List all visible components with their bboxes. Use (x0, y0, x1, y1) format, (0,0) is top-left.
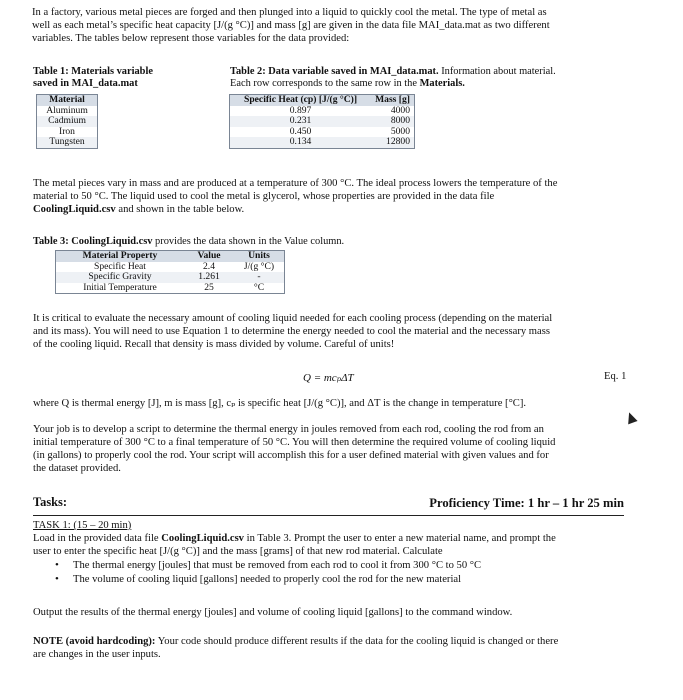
table1-cell: Aluminum (37, 106, 98, 117)
data-table (229, 94, 415, 149)
table2-caption2-bold: Materials. (419, 78, 465, 89)
table3-cell: 1.261 (184, 272, 234, 283)
table1-cell: Tungsten (37, 137, 98, 148)
table2-cell: 5000 (371, 127, 414, 138)
intro-line-2: well as each metal’s specific heat capacity [J/(g °C)] and mass [g] are given in the data file MAI_data.mat as two different (32, 20, 550, 31)
para4-line-1: Your job is to develop a script to determine the thermal energy in joules removed from each rod, cooling the rod from an (33, 424, 544, 435)
mouse-cursor-icon (624, 411, 637, 425)
table2-caption2-plain: Each row corresponds to the same row in the (230, 78, 420, 89)
table3-header: Material Property (56, 251, 185, 262)
table1-header: Material (37, 95, 98, 106)
output-line: Output the results of the thermal energy [joules] and volume of cooling liquid [gallons] to the command window. (33, 607, 513, 618)
table3-cell: 2.4 (184, 262, 234, 273)
task1-line1-plain: Load in the provided data file (33, 533, 162, 544)
intro-line-1: In a factory, various metal pieces are forged and then plunged into a liquid to quickly cool the metal. The type of metal as (32, 7, 547, 18)
table3-header: Units (234, 251, 285, 262)
table2-caption-2 (230, 78, 465, 91)
table2-cell: 0.134 (230, 137, 372, 148)
table3-cell: - (234, 272, 285, 283)
note-text: Your code should produce different results if the data for the cooling liquid is changed or there (155, 636, 559, 647)
para2-line3-rest: and shown in the table below. (115, 204, 245, 215)
table2-cell: 0.450 (230, 127, 372, 138)
table2-cell: 0.231 (230, 116, 372, 127)
table3-cell: 25 (184, 283, 234, 294)
table3-header: Value (184, 251, 234, 262)
table2-caption-rest: Information about material. (438, 66, 556, 77)
where-line: where Q is thermal energy [J], m is mass [g], cₚ is specific heat [J/(g °C)], and ΔT is the change in temperature [°C]. (33, 398, 527, 409)
equation-label: Eq. 1 (604, 371, 627, 382)
task1-filename: CoolingLiquid.csv (161, 533, 244, 544)
para3-line-1: It is critical to evaluate the necessary amount of cooling liquid needed for each cooling process (depending on the material (33, 313, 553, 324)
para3-line-2: and its mass). You will need to use Equation 1 to determine the energy needed to cool the material and the necessary mass (33, 326, 550, 337)
materials-table (36, 94, 98, 149)
task1-bullet-1: The thermal energy [joules] that must be removed from each rod to cool it from 300 °C to 50 °C (73, 560, 482, 571)
table3-cell: Specific Gravity (56, 272, 185, 283)
tasks-divider (33, 515, 624, 516)
table3-caption (33, 236, 344, 249)
task1-line1-rest: in Table 3. Prompt the user to enter a new material name, and prompt the (243, 533, 556, 544)
table3-caption-bold: Table 3: CoolingLiquid.csv (33, 236, 153, 247)
cooling-liquid-table (55, 250, 285, 294)
proficiency-time: Proficiency Time: 1 hr – 1 hr 25 min (429, 496, 624, 510)
equation-formula: Q = mcₚΔT (303, 372, 354, 384)
table2-cell: 0.897 (230, 106, 372, 117)
bullet-icon: • (55, 573, 59, 585)
para4-line-3: (in gallons) to properly cool the rod. Your script will accomplish this for a user defined material with given values and for (33, 450, 549, 461)
note-line-2: are changes in the user inputs. (33, 649, 161, 660)
table2-cell: 12800 (371, 137, 414, 148)
para2-line-1: The metal pieces vary in mass and are produced at a temperature of 300 °C. The ideal process lowers the temperature of the (33, 178, 558, 189)
para2-line-2: material to 50 °C. The liquid used to cool the metal is glycerol, whose properties are provided in the data file (33, 191, 495, 202)
table1-cell: Cadmium (37, 116, 98, 127)
para4-line-4: the dataset provided. (33, 463, 121, 474)
table2-caption-1 (230, 66, 556, 79)
table1-cell: Iron (37, 127, 98, 138)
task1-line-1 (33, 533, 556, 546)
task1-bullet-2: The volume of cooling liquid [gallons] needed to properly cool the rod for the new material (73, 574, 462, 585)
table3-cell: Specific Heat (56, 262, 185, 273)
table2-header: Specific Heat (cp) [J/(g °C)] (230, 95, 372, 106)
table1-caption-2: saved in MAI_data.mat (33, 78, 138, 89)
table2-header: Mass [g] (371, 95, 414, 106)
table3-cell: Initial Temperature (56, 283, 185, 294)
para3-line-3: of the cooling liquid. Recall that density is mass divided by volume. Careful of units! (33, 339, 395, 350)
table2-cell: 8000 (371, 116, 414, 127)
para4-line-2: initial temperature of 300 °C to a final temperature of 50 °C. You will then determine the required volume of cooling liquid (33, 437, 556, 448)
note-line-1 (33, 636, 558, 649)
table3-caption-rest: provides the data shown in the Value column. (152, 236, 345, 247)
table2-cell: 4000 (371, 106, 414, 117)
task1-line-2: user to enter the specific heat [J/(g °C)] and the mass [grams] of that new rod material. Calculate (33, 546, 443, 557)
para2-filename: CoolingLiquid.csv (33, 204, 116, 215)
table2-caption-bold: Table 2: Data variable saved in MAI_data.mat. (230, 66, 439, 77)
table3-cell: J/(g °C) (234, 262, 285, 273)
table1-caption-1: Table 1: Materials variable (33, 66, 153, 77)
note-label: NOTE (avoid hardcoding): (33, 636, 156, 647)
task1-title: TASK 1: (15 – 20 min) (33, 520, 132, 531)
table3-cell: °C (234, 283, 285, 294)
intro-line-3: variables. The tables below represent those variables for the data provided: (32, 33, 350, 44)
bullet-icon: • (55, 559, 59, 571)
tasks-heading: Tasks: (33, 495, 67, 509)
para2-line-3 (33, 204, 244, 217)
